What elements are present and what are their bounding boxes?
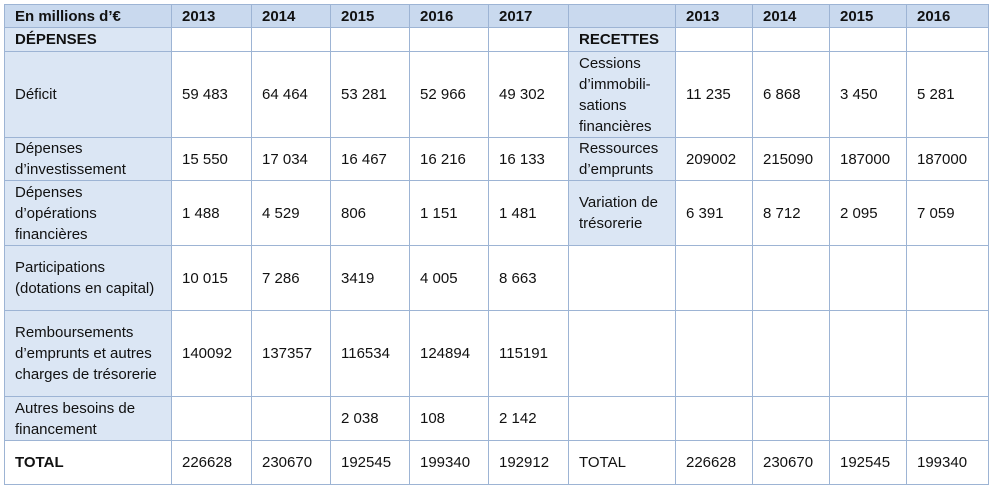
data-cell: 124894	[410, 311, 489, 397]
data-cell: 108	[410, 397, 489, 441]
year-header: 2016	[907, 5, 989, 28]
data-cell: 3 450	[830, 52, 907, 138]
year-header: 2013	[676, 5, 753, 28]
data-cell	[676, 246, 753, 311]
data-cell: 7 286	[252, 246, 331, 311]
data-cell: 116534	[331, 311, 410, 397]
total-cell: 199340	[907, 441, 989, 485]
data-cell: 140092	[172, 311, 252, 397]
data-cell: 115191	[489, 311, 569, 397]
data-cell: 187000	[830, 138, 907, 181]
data-cell: 7 059	[907, 181, 989, 246]
row-label: Dépenses d’investissement	[5, 138, 172, 181]
data-cell: 806	[331, 181, 410, 246]
total-cell: 230670	[753, 441, 830, 485]
data-cell: 49 302	[489, 52, 569, 138]
data-cell: 2 142	[489, 397, 569, 441]
table-row	[5, 311, 989, 397]
year-header: 2017	[489, 5, 569, 28]
data-cell: 16 216	[410, 138, 489, 181]
data-cell: 8 663	[489, 246, 569, 311]
row-label: Remboursements d’emprunts et autres charges de trésorerie	[5, 311, 172, 397]
data-cell: 64 464	[252, 52, 331, 138]
table-row	[5, 181, 989, 246]
data-cell	[907, 246, 989, 311]
data-cell	[907, 311, 989, 397]
data-cell: 6 391	[676, 181, 753, 246]
data-cell	[830, 397, 907, 441]
data-cell: 5 281	[907, 52, 989, 138]
data-cell	[676, 397, 753, 441]
data-cell	[753, 246, 830, 311]
total-label: TOTAL	[5, 441, 172, 485]
data-cell	[907, 397, 989, 441]
data-cell: 52 966	[410, 52, 489, 138]
row-label: Autres besoins de financement	[5, 397, 172, 441]
row-label-right: Variation de trésorerie	[569, 181, 676, 246]
unit-label: En millions d’€	[5, 5, 172, 28]
data-cell	[753, 397, 830, 441]
data-cell: 215090	[753, 138, 830, 181]
total-cell: 226628	[172, 441, 252, 485]
row-label-right	[569, 246, 676, 311]
data-cell	[252, 397, 331, 441]
data-cell: 209002	[676, 138, 753, 181]
header-row	[5, 5, 989, 28]
year-header: 2014	[753, 5, 830, 28]
total-label-right: TOTAL	[569, 441, 676, 485]
year-header: 2013	[172, 5, 252, 28]
data-cell: 6 868	[753, 52, 830, 138]
row-label: Dépenses d’opérations financières	[5, 181, 172, 246]
data-cell: 1 151	[410, 181, 489, 246]
data-cell	[676, 311, 753, 397]
row-label-right: Cessions d’immobili- sations financières	[569, 52, 676, 138]
data-cell: 1 488	[172, 181, 252, 246]
year-header: 2015	[331, 5, 410, 28]
data-cell: 3419	[331, 246, 410, 311]
row-label-right: Ressources d’emprunts	[569, 138, 676, 181]
total-cell: 226628	[676, 441, 753, 485]
data-cell	[830, 246, 907, 311]
year-header: 2016	[410, 5, 489, 28]
data-cell: 15 550	[172, 138, 252, 181]
data-cell: 16 467	[331, 138, 410, 181]
data-cell: 2 038	[331, 397, 410, 441]
year-header: 2015	[830, 5, 907, 28]
data-cell: 8 712	[753, 181, 830, 246]
data-cell: 59 483	[172, 52, 252, 138]
row-label-right	[569, 311, 676, 397]
table-row	[5, 138, 989, 181]
row-label-right	[569, 397, 676, 441]
data-cell: 4 005	[410, 246, 489, 311]
data-cell: 11 235	[676, 52, 753, 138]
data-cell: 53 281	[331, 52, 410, 138]
total-row	[5, 441, 989, 485]
data-cell: 137357	[252, 311, 331, 397]
data-cell: 4 529	[252, 181, 331, 246]
table-row	[5, 397, 989, 441]
budget-table	[4, 4, 989, 485]
total-cell: 192545	[830, 441, 907, 485]
section-row	[5, 28, 989, 52]
data-cell: 16 133	[489, 138, 569, 181]
data-cell	[830, 311, 907, 397]
total-cell: 192912	[489, 441, 569, 485]
total-cell: 199340	[410, 441, 489, 485]
data-cell: 17 034	[252, 138, 331, 181]
total-cell: 192545	[331, 441, 410, 485]
table-row	[5, 52, 989, 138]
row-label: Déficit	[5, 52, 172, 138]
year-header: 2014	[252, 5, 331, 28]
row-label: Participations (dotations en capital)	[5, 246, 172, 311]
data-cell: 187000	[907, 138, 989, 181]
header-spacer	[569, 5, 676, 28]
section-label-expenses: DÉPENSES	[5, 28, 172, 52]
total-cell: 230670	[252, 441, 331, 485]
data-cell: 10 015	[172, 246, 252, 311]
data-cell: 1 481	[489, 181, 569, 246]
data-cell	[172, 397, 252, 441]
table-row	[5, 246, 989, 311]
data-cell	[753, 311, 830, 397]
section-label-revenues: RECETTES	[569, 28, 676, 52]
data-cell: 2 095	[830, 181, 907, 246]
